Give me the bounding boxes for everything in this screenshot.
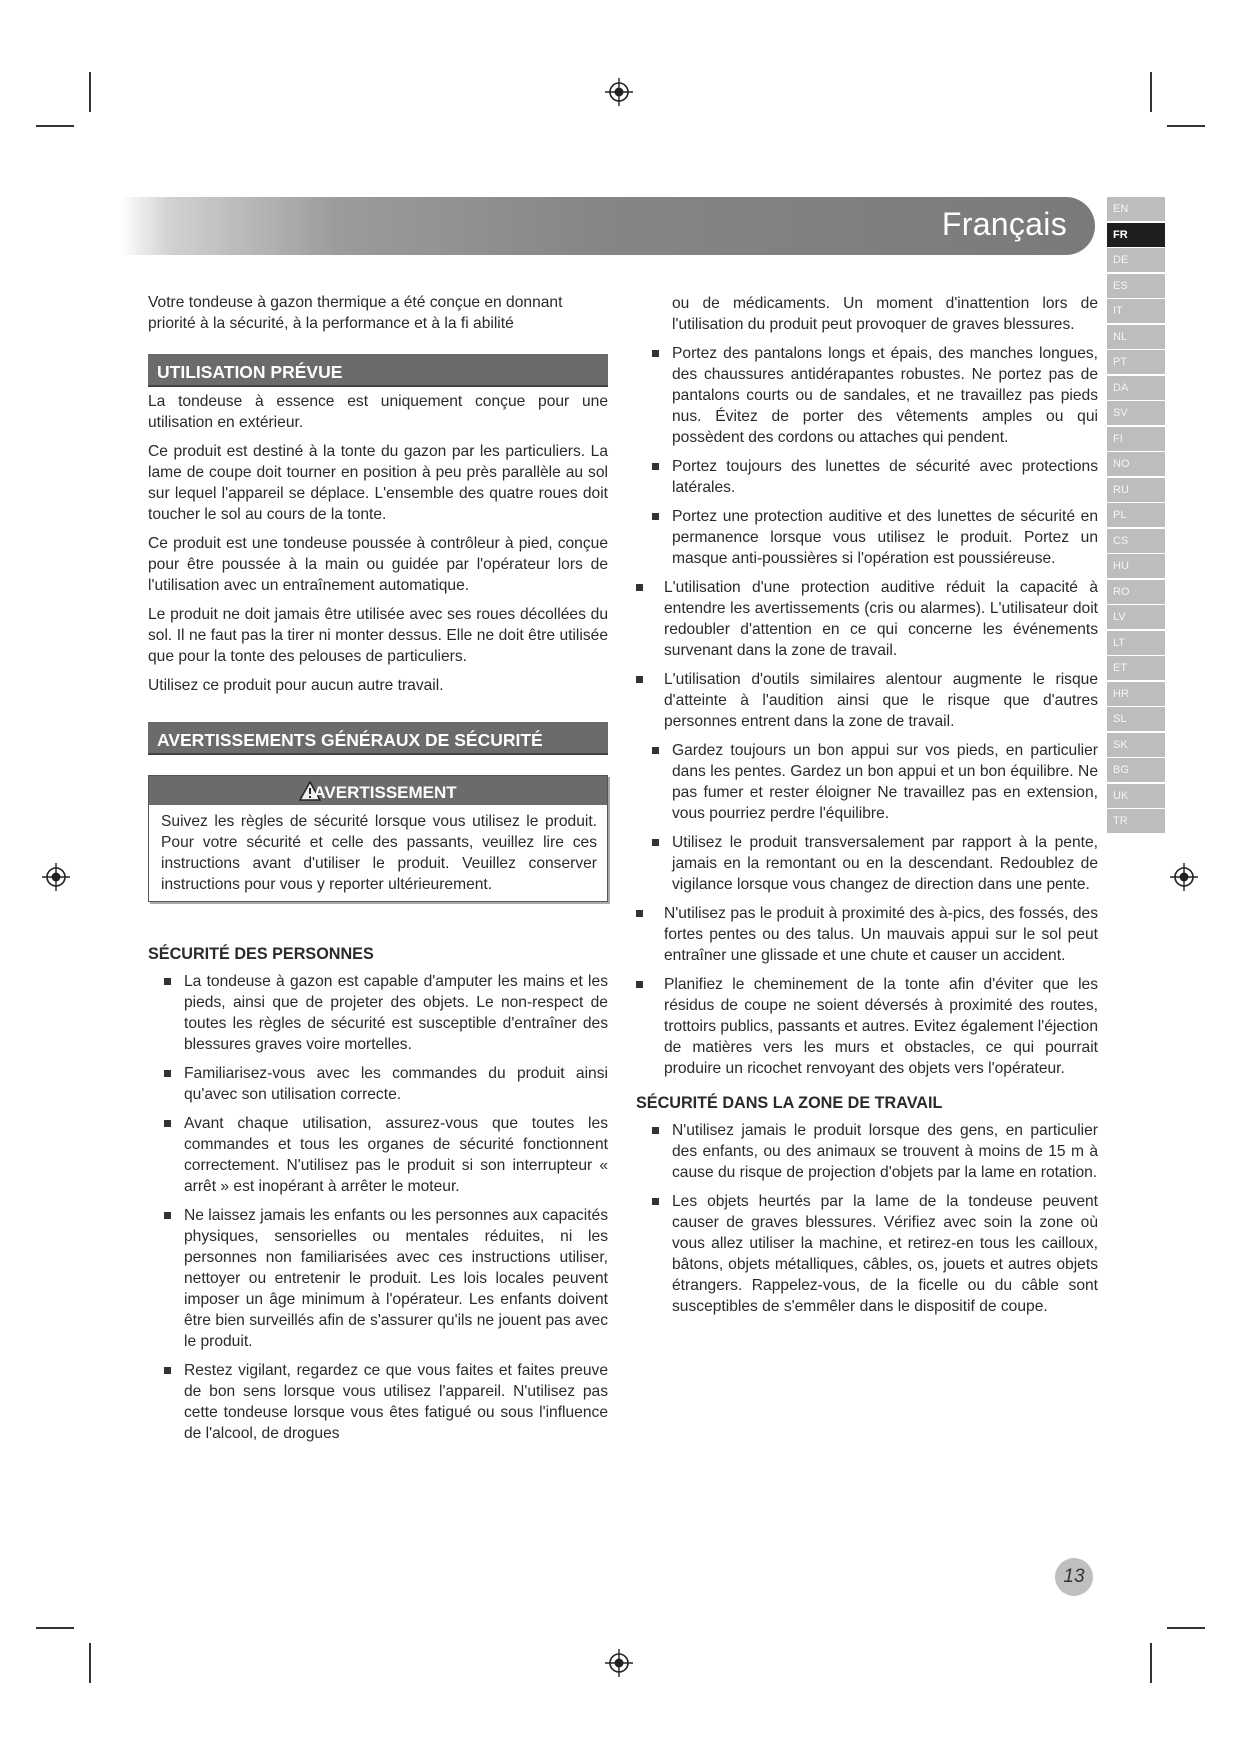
language-tab-sl[interactable]: SL: [1107, 707, 1165, 731]
language-tab-hu[interactable]: HU: [1107, 554, 1165, 578]
language-tab-sk[interactable]: SK: [1107, 733, 1165, 757]
language-tab-it[interactable]: IT: [1107, 299, 1165, 323]
list-item: [636, 343, 1098, 448]
language-tab-cs[interactable]: CS: [1107, 529, 1165, 553]
list-item-text: Ne laissez jamais les enfants ou les personnes aux capacités physiques, sensorielles ou mentales réduites, ni les personnes non familiarisées avec ces instructions utiliser, nettoyer ou entretenir le produit. Les lois locales peuvent imposer un âge minimum à l'opérateur. Les enfants doivent être bien surveillés afin de s'assurer qu'ils ne jouent pas avec le produit.: [184, 1207, 608, 1350]
list-item: [148, 1113, 608, 1197]
list-item-text: Gardez toujours un bon appui sur vos pieds, en particulier dans les pentes. Gardez un bon appui et un bon équilibre. Ne pas fumer et rester éloigner Ne travaillez pas en extension, vous pourriez perdre l'équilibre.: [672, 742, 1098, 822]
bullet-square-icon: [652, 839, 659, 846]
language-tab-sv[interactable]: SV: [1107, 401, 1165, 425]
utilisation-paragraph: Le produit ne doit jamais être utilisée avec ses roues décollées du sol. Il ne faut pas la tirer ni monter dessus. Elle ne doit être utilisée que pour la tonte des pelouses de particuliers.: [148, 606, 608, 665]
list-item-text: N'utilisez jamais le produit lorsque des gens, en particulier des enfants, ou des animaux se trouvent à moins de 15 m à cause du risque de projection d'objets par la lame en rotation.: [672, 1122, 1098, 1181]
bullet-square-icon: [164, 978, 171, 985]
language-tab-hr[interactable]: HR: [1107, 682, 1165, 706]
bullet-square-icon: [652, 463, 659, 470]
crop-mark: [1150, 72, 1152, 112]
list-item: [636, 974, 1098, 1079]
utilisation-paragraph: Utilisez ce produit pour aucun autre travail.: [148, 677, 444, 694]
language-tab-fi[interactable]: FI: [1107, 427, 1165, 451]
warning-box-title: AVERTISSEMENT: [313, 783, 457, 802]
list-item-text: La tondeuse à gazon est capable d'amputer les mains et les pieds, ainsi que de projeter des objets. Le non-respect de toutes les règles de sécurité est susceptible d'entraîner des blessures graves voire mortelles.: [184, 973, 608, 1053]
language-tab-uk[interactable]: UK: [1107, 784, 1165, 808]
right-column: [636, 293, 1098, 1325]
crop-mark: [89, 72, 91, 112]
right-list: [636, 343, 1098, 1079]
warning-box-text: Suivez les règles de sécurité lorsque vous utilisez le produit. Pour votre sécurité et celle des passants, veuillez lire ces instructions avant d'utiliser le produit. Veuillez conserver instructions pour vous y reporter ultérieurement.: [161, 813, 597, 893]
registration-mark-icon: [605, 1649, 633, 1677]
list-item-text: Restez vigilant, regardez ce que vous faites et faites preuve de bon sens lorsque vous utilisez l'appareil. N'utilisez pas cette tondeuse lorsque vous êtes fatigué ou sous l'influence de l'alcool, de drogues: [184, 1362, 608, 1442]
crop-mark: [1150, 1643, 1152, 1683]
list-item: [636, 832, 1098, 895]
warning-box-header: [149, 776, 607, 805]
bullet-square-icon: [652, 350, 659, 357]
subheading-personnes: SÉCURITÉ DES PERSONNES: [148, 945, 374, 963]
list-item-text: Avant chaque utilisation, assurez-vous que toutes les commandes et tous les organes de sécurité fonctionnent correctement. N'utilisez pas le produit si son interrupteur « arrêt » est inopérant à arrêter le moteur.: [184, 1115, 608, 1195]
section-heading-utilisation: UTILISATION PRÉVUE: [148, 354, 608, 387]
section-heading-avertissements: AVERTISSEMENTS GÉNÉRAUX DE SÉCURITÉ: [148, 722, 608, 755]
bullet-square-icon: [164, 1120, 171, 1127]
language-tab-fr[interactable]: FR: [1107, 223, 1165, 247]
page-number: 13: [1055, 1558, 1093, 1596]
list-item-text: L'utilisation d'outils similaires alentour augmente le risque d'atteinte à l'audition ainsi que le risque que d'autres personnes entrent dans la zone de travail.: [664, 671, 1098, 730]
list-item-text: Portez toujours des lunettes de sécurité avec protections latérales.: [672, 458, 1098, 496]
list-item: [148, 1360, 608, 1444]
bullet-square-icon: [652, 513, 659, 520]
language-tab-lv[interactable]: LV: [1107, 605, 1165, 629]
list-item: [636, 1120, 1098, 1183]
crop-mark: [1167, 125, 1205, 127]
bullet-square-icon: [652, 1198, 659, 1205]
list-item: [636, 669, 1098, 732]
list-item: [636, 740, 1098, 824]
language-tab-pl[interactable]: PL: [1107, 503, 1165, 527]
list-item-text: N'utilisez pas le produit à proximité des à-pics, des fossés, des fortes pentes ou des talus. Un mauvais appui sur le sol peut entraîner une glissade et une chute et causer un accident.: [664, 905, 1098, 964]
zone-list: [636, 1120, 1098, 1317]
crop-mark: [36, 1627, 74, 1629]
header-band: [120, 197, 1095, 255]
intro-text: Votre tondeuse à gazon thermique a été conçue en donnant priorité à la sécurité, à la performance et à la fi abilité: [148, 294, 563, 332]
list-item-text: Utilisez le produit transversalement par rapport à la pente, jamais en la remontant ou en la descendant. Redoublez de vigilance lorsque vous changez de direction dans une pente.: [672, 834, 1098, 893]
crop-mark: [1167, 1627, 1205, 1629]
bullet-square-icon: [652, 747, 659, 754]
list-item: [636, 1191, 1098, 1317]
bullet-square-icon: [164, 1367, 171, 1374]
bullet-square-icon: [636, 676, 643, 683]
list-item: [636, 903, 1098, 966]
registration-mark-icon: [605, 78, 633, 106]
page-title: Français: [941, 206, 1067, 242]
registration-mark-icon: [42, 863, 70, 891]
language-tab-et[interactable]: ET: [1107, 656, 1165, 680]
language-tab-en[interactable]: EN: [1107, 197, 1165, 221]
language-tab-de[interactable]: DE: [1107, 248, 1165, 272]
list-item-text: L'utilisation d'une protection auditive réduit la capacité à entendre les avertissements (cris ou alarmes). L'utilisateur doit redoubler d'attention en ce qui concerne les événements survenant dans la zone de travail.: [664, 579, 1098, 659]
language-tab-no[interactable]: NO: [1107, 452, 1165, 476]
language-tabs: [1107, 197, 1165, 835]
personnes-list: [148, 971, 608, 1444]
list-item-text: Familiarisez-vous avec les commandes du produit ainsi qu'avec son utilisation correcte.: [184, 1065, 608, 1103]
language-tab-da[interactable]: DA: [1107, 376, 1165, 400]
language-tab-es[interactable]: ES: [1107, 274, 1165, 298]
language-tab-bg[interactable]: BG: [1107, 758, 1165, 782]
list-item: [148, 1205, 608, 1352]
bullet-square-icon: [164, 1070, 171, 1077]
utilisation-paragraph: Ce produit est destiné à la tonte du gazon par les particuliers. La lame de coupe doit tourner en position à peu près parallèle au sol sur lequel l'appareil se déplace. L'ensemble des quatre roues doit toucher le sol au cours de la tonte.: [148, 443, 608, 523]
list-item-text: Portez une protection auditive et des lunettes de sécurité en permanence lorsque vous utilisez le produit. Portez un masque anti-poussières si l'opération est poussiéreuse.: [672, 508, 1098, 567]
list-item: [148, 1063, 608, 1105]
bullet-square-icon: [636, 584, 643, 591]
utilisation-paragraphs: [148, 391, 608, 696]
crop-mark: [36, 125, 74, 127]
language-tab-ru[interactable]: RU: [1107, 478, 1165, 502]
list-item: [636, 506, 1098, 569]
list-item-text: Portez des pantalons longs et épais, des manches longues, des chaussures antidérapantes robustes. Ne portez pas de pantalons courts ou de sandales, et ne travaillez pas pieds nus. Évitez de porter des vêtements amples ou qui possèdent des cordons ou attaches qui pendent.: [672, 345, 1098, 446]
subheading-zone: SÉCURITÉ DANS LA ZONE DE TRAVAIL: [636, 1094, 943, 1112]
left-column: [148, 292, 608, 1452]
language-tab-lt[interactable]: LT: [1107, 631, 1165, 655]
continuation-text: ou de médicaments. Un moment d'inattention lors de l'utilisation du produit peut provoquer de graves blessures.: [672, 295, 1098, 333]
language-tab-nl[interactable]: NL: [1107, 325, 1165, 349]
crop-mark: [89, 1643, 91, 1683]
utilisation-paragraph: Ce produit est une tondeuse poussée à contrôleur à pied, conçue pour être poussée à la main ou guidée par l'opérateur lors de l'utilisation avec un entraînement automatique.: [148, 535, 608, 594]
language-tab-tr[interactable]: TR: [1107, 809, 1165, 833]
bullet-square-icon: [636, 981, 643, 988]
bullet-square-icon: [164, 1212, 171, 1219]
list-item: [148, 971, 608, 1055]
list-item: [636, 577, 1098, 661]
registration-mark-icon: [1170, 863, 1198, 891]
bullet-square-icon: [652, 1127, 659, 1134]
list-item: [636, 456, 1098, 498]
language-tab-pt[interactable]: PT: [1107, 350, 1165, 374]
utilisation-paragraph: La tondeuse à essence est uniquement conçue pour une utilisation en extérieur.: [148, 393, 608, 431]
bullet-square-icon: [636, 910, 643, 917]
list-item-text: Les objets heurtés par la lame de la tondeuse peuvent causer de graves blessures. Vérifiez avec soin la zone où vous allez utiliser la machine, et retirez-en tous les cailloux, bâtons, objets métalliques, câbles, os, jouets et autres objets étrangers. Rappelez-vous, de la ficelle ou du câble sont susceptibles de s'emmêler dans le dispositif de coupe.: [672, 1193, 1098, 1315]
list-item-text: Planifiez le cheminement de la tonte afin d'éviter que les résidus de coupe ne soient déversés à proximité des routes, trottoirs publics, passants et autres. Evitez également l'éjection de matières vers les murs et obstacles, ce qui pourrait produire un ricochet renvoyant des objets vers l'opérateur.: [664, 976, 1098, 1077]
warning-box: [148, 775, 608, 902]
language-tab-ro[interactable]: RO: [1107, 580, 1165, 604]
